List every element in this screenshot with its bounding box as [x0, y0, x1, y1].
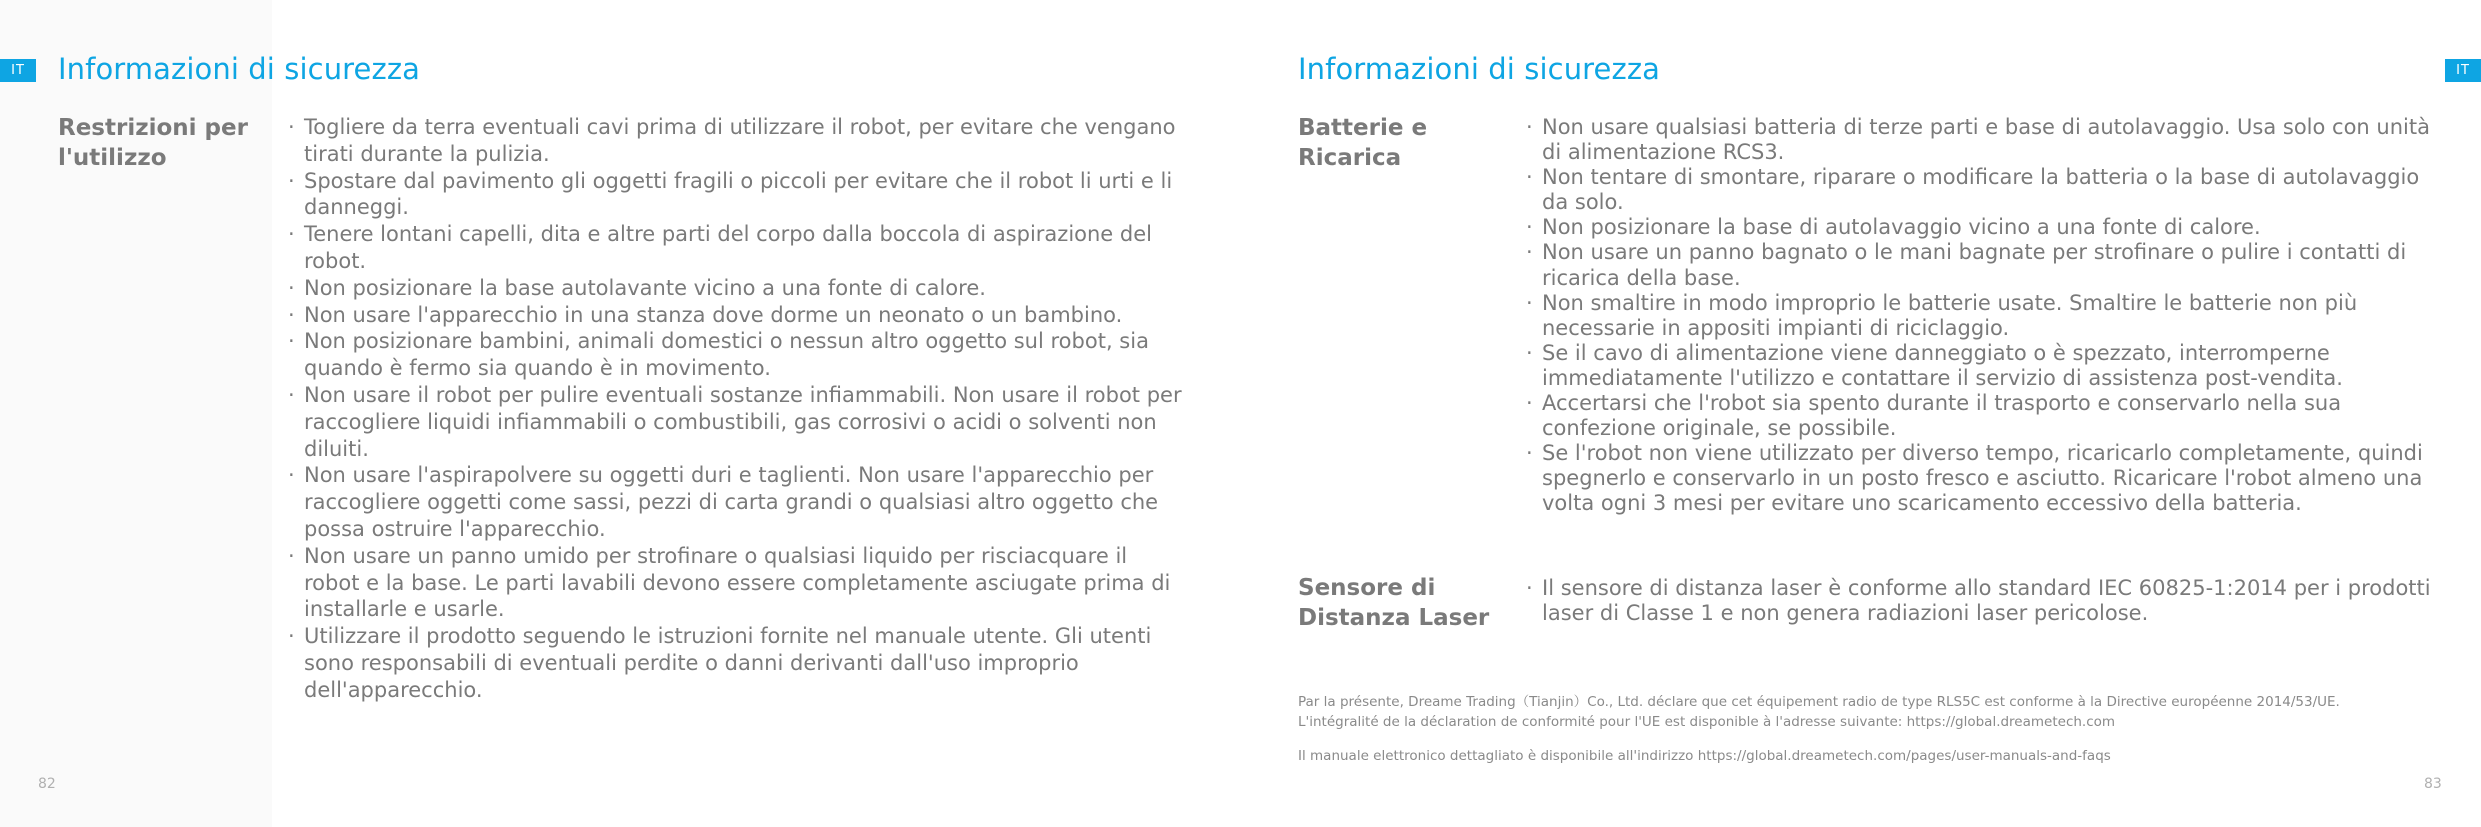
section-label-usage-restrictions: Restrizioni per l'utilizzo [58, 115, 248, 171]
language-tab-left: IT [0, 59, 36, 82]
list-item: · Non usare un panno bagnato o le mani bagnate per strofinare o pulire i contatti di ricarica della base. [1526, 240, 2436, 290]
section-label-batteries: Batterie e Ricarica [1298, 115, 1428, 171]
batteries-list [1526, 115, 2436, 517]
list-item: · Non usare l'apparecchio in una stanza dove dorme un neonato o un bambino. [288, 302, 1188, 329]
page-number-right: 83 [2424, 776, 2442, 792]
list-item: · Non posizionare la base autolavante vicino a una fonte di calore. [288, 275, 1188, 302]
list-item: · Non usare qualsiasi batteria di terze parti e base di autolavaggio. Usa solo con unità di alimentazione RCS3. [1526, 115, 2436, 165]
list-item: · Togliere da terra eventuali cavi prima di utilizzare il robot, per evitare che vengano tirati durante la pulizia. [288, 114, 1188, 168]
page-title-left: Informazioni di sicurezza [58, 52, 421, 86]
list-item: · Se il cavo di alimentazione viene danneggiato o è spezzato, interromperne immediatamente l'utilizzo e contattare il servizio di assistenza post-vendita. [1526, 341, 2436, 391]
list-item: · Spostare dal pavimento gli oggetti fragili o piccoli per evitare che il robot li urti e li danneggi. [288, 168, 1188, 222]
ce-declaration-line-1: Par la présente, Dreame Trading（Tianjin）Co., Ltd. déclare que cet équipement radio de type RLS5C est conforme à la Directive européenne 2014/53/UE. [1298, 694, 2340, 710]
list-item: · Non usare l'aspirapolvere su oggetti duri e taglienti. Non usare l'apparecchio per raccogliere oggetti come sassi, pezzi di carta grandi o qualsiasi altro oggetto che possa ostruire l'apparecchio. [288, 462, 1188, 542]
list-item: · Non posizionare bambini, animali domestici o nessun altro oggetto sul robot, sia quando è fermo sia quando è in movimento. [288, 328, 1188, 382]
section-label-laser-sensor: Sensore di Distanza Laser [1298, 575, 1490, 631]
list-item: · Utilizzare il prodotto seguendo le istruzioni fornite nel manuale utente. Gli utenti sono responsabili di eventuali perdite o danni derivanti dall'uso improprio dell'apparecchio. [288, 623, 1188, 703]
list-item: · Tenere lontani capelli, dita e altre parti del corpo dalla boccola di aspirazione del robot. [288, 221, 1188, 275]
list-item: · Non smaltire in modo improprio le batterie usate. Smaltire le batterie non più necessarie in appositi impianti di riciclaggio. [1526, 291, 2436, 341]
list-item: · Se l'robot non viene utilizzato per diverso tempo, ricaricarlo completamente, quindi spegnerlo e conservarlo in un posto fresco e asciutto. Ricaricare l'robot almeno una volta ogni 3 mesi per evitare uno scaricamento eccessivo della batteria. [1526, 441, 2436, 516]
page-title-right: Informazioni di sicurezza [1298, 52, 1661, 86]
page-number-left: 82 [38, 776, 56, 792]
laser-sensor-list [1526, 576, 2436, 626]
list-item: · Non usare un panno umido per strofinare o qualsiasi liquido per risciacquare il robot e la base. Le parti lavabili devono essere completamente asciugate prima di installarle e usarle. [288, 543, 1188, 623]
list-item: · Non posizionare la base di autolavaggio vicino a una fonte di calore. [1526, 215, 2436, 240]
ce-declaration-line-2: L'intégralité de la déclaration de conformité pour l'UE est disponible à l'adresse suivante: https://global.dreametech.com [1298, 714, 2116, 730]
manual-url-note: Il manuale elettronico dettagliato è disponibile all'indirizzo https://global.dreametech.com/pages/user-manuals-and-faqs [1298, 748, 2111, 764]
list-item: · Non usare il robot per pulire eventuali sostanze infiammabili. Non usare il robot per raccogliere liquidi infiammabili o combustibili, gas corrosivi o acidi o solventi non diluiti. [288, 382, 1188, 462]
usage-restrictions-list [288, 114, 1188, 704]
list-item: · Non tentare di smontare, riparare o modificare la batteria o la base di autolavaggio da solo. [1526, 165, 2436, 215]
list-item: · Il sensore di distanza laser è conforme allo standard IEC 60825-1:2014 per i prodotti laser di Classe 1 e non genera radiazioni laser pericolose. [1526, 576, 2436, 626]
language-tab-right: IT [2445, 59, 2481, 82]
list-item: · Accertarsi che l'robot sia spento durante il trasporto e conservarlo nella sua confezione originale, se possibile. [1526, 391, 2436, 441]
